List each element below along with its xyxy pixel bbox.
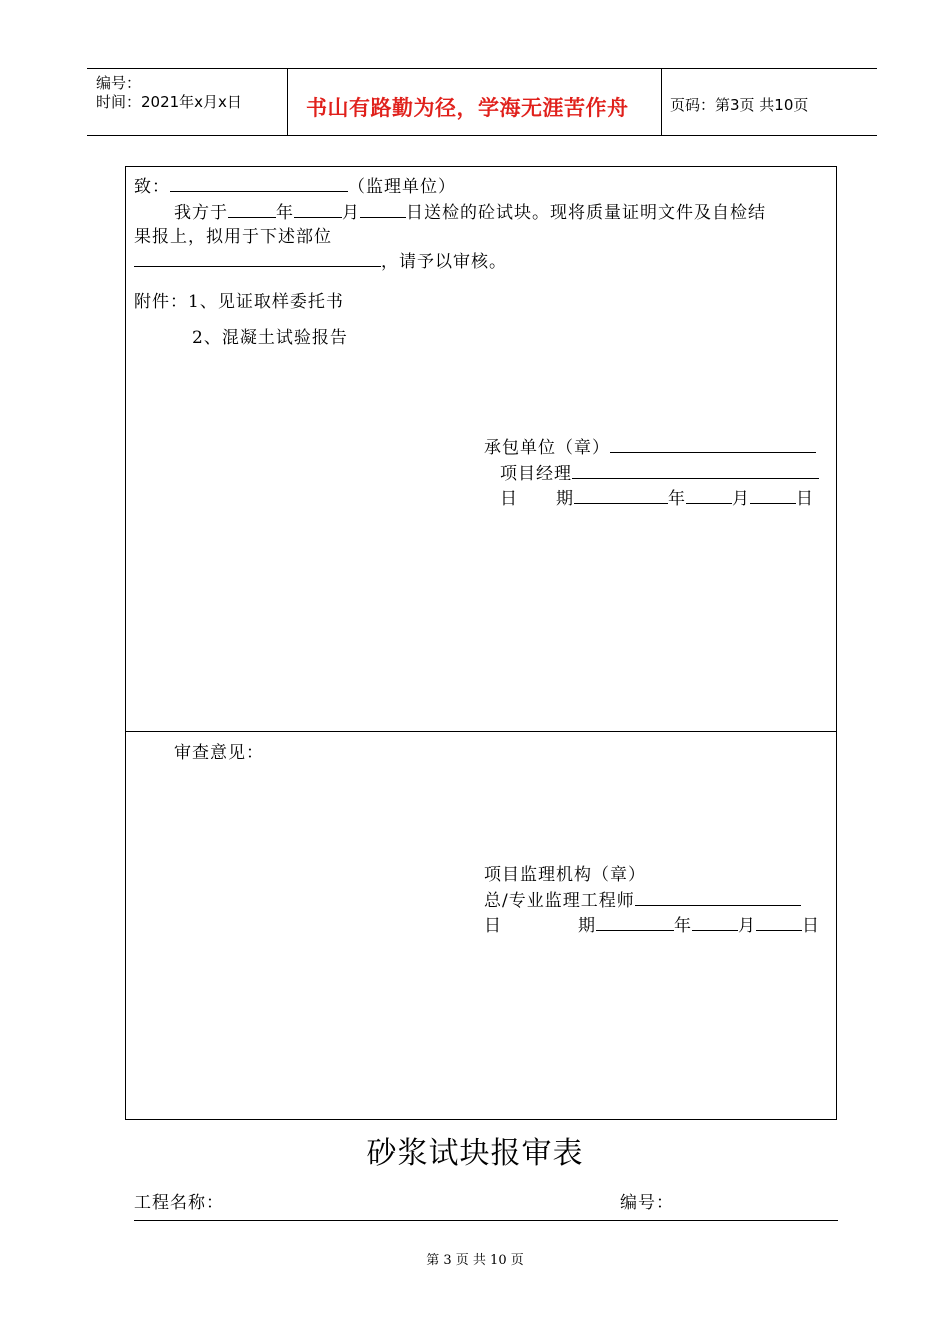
contractor-day-blank[interactable] xyxy=(750,485,796,504)
supervision-org-label: 项目监理机构（章） xyxy=(484,865,646,885)
footer-page-number: 第 3 页 共 10 页 xyxy=(426,1253,524,1268)
review-date-line xyxy=(484,911,820,936)
contractor-date-line xyxy=(500,484,814,509)
engineer-label: 总/专业监理工程师 xyxy=(484,891,635,911)
next-form-number-label: 编号： xyxy=(620,1193,674,1213)
body-line-3 xyxy=(134,247,507,272)
contractor-label: 承包单位（章） xyxy=(484,438,610,458)
supervisor-unit-blank[interactable] xyxy=(170,173,348,192)
contractor-line xyxy=(484,433,816,458)
review-date-label-a: 日 xyxy=(484,916,502,936)
header-divider-left xyxy=(287,68,288,135)
review-opinion-label: 审查意见： xyxy=(174,743,264,763)
review-day-blank[interactable] xyxy=(756,912,802,931)
date-day: 日 xyxy=(796,489,814,509)
line3-suffix: ，请予以审核。 xyxy=(381,252,507,272)
body-line-2: 果报上，拟用于下述部位 xyxy=(134,227,332,247)
date-label-b: 期 xyxy=(556,489,574,509)
review-month-blank[interactable] xyxy=(692,912,738,931)
date-label-a: 日 xyxy=(500,489,518,509)
engineer-line xyxy=(484,886,801,911)
review-month: 月 xyxy=(738,916,756,936)
review-year-blank[interactable] xyxy=(596,912,674,931)
project-manager-blank[interactable] xyxy=(572,460,819,479)
line1-month: 月 xyxy=(342,203,360,223)
attachment-2: 2、混凝土试验报告 xyxy=(192,328,348,348)
to-prefix: 致： xyxy=(134,177,170,197)
attachment-1: 附件：1、见证取样委托书 xyxy=(134,292,344,312)
header-motto: 书山有路勤为径，学海无涯苦作舟 xyxy=(306,96,629,120)
next-form-title: 砂浆试块报审表 xyxy=(366,1136,584,1171)
project-manager-line xyxy=(500,459,819,484)
project-name-label: 工程名称： xyxy=(134,1193,224,1213)
send-month-blank[interactable] xyxy=(294,199,342,218)
header-page-label: 页码：第3页 共10页 xyxy=(670,96,809,114)
to-line xyxy=(134,172,456,197)
header-bottom-rule xyxy=(87,135,877,136)
location-blank[interactable] xyxy=(134,248,381,267)
send-day-blank[interactable] xyxy=(360,199,406,218)
review-year: 年 xyxy=(674,916,692,936)
body-line-1 xyxy=(174,198,766,223)
date-month: 月 xyxy=(732,489,750,509)
line1-rest: 日送检的砼试块。现将质量证明文件及自检结 xyxy=(406,203,766,223)
send-year-blank[interactable] xyxy=(228,199,276,218)
line1-year: 年 xyxy=(276,203,294,223)
header-time-label: 时间：2021年x月x日 xyxy=(96,93,242,111)
supervisor-unit-label: （监理单位） xyxy=(348,177,456,197)
header-divider-right xyxy=(661,68,662,135)
contractor-blank[interactable] xyxy=(610,434,816,453)
contractor-month-blank[interactable] xyxy=(686,485,732,504)
next-form-rule xyxy=(134,1220,838,1221)
project-manager-label: 项目经理 xyxy=(500,464,572,484)
review-day: 日 xyxy=(802,916,820,936)
date-year: 年 xyxy=(668,489,686,509)
engineer-blank[interactable] xyxy=(635,887,801,906)
header-top-rule xyxy=(87,68,877,69)
review-date-label-b: 期 xyxy=(578,916,596,936)
line1-prefix: 我方于 xyxy=(174,203,228,223)
form-section-divider xyxy=(125,731,837,732)
header-number-label: 编号： xyxy=(96,74,142,92)
contractor-year-blank[interactable] xyxy=(574,485,668,504)
